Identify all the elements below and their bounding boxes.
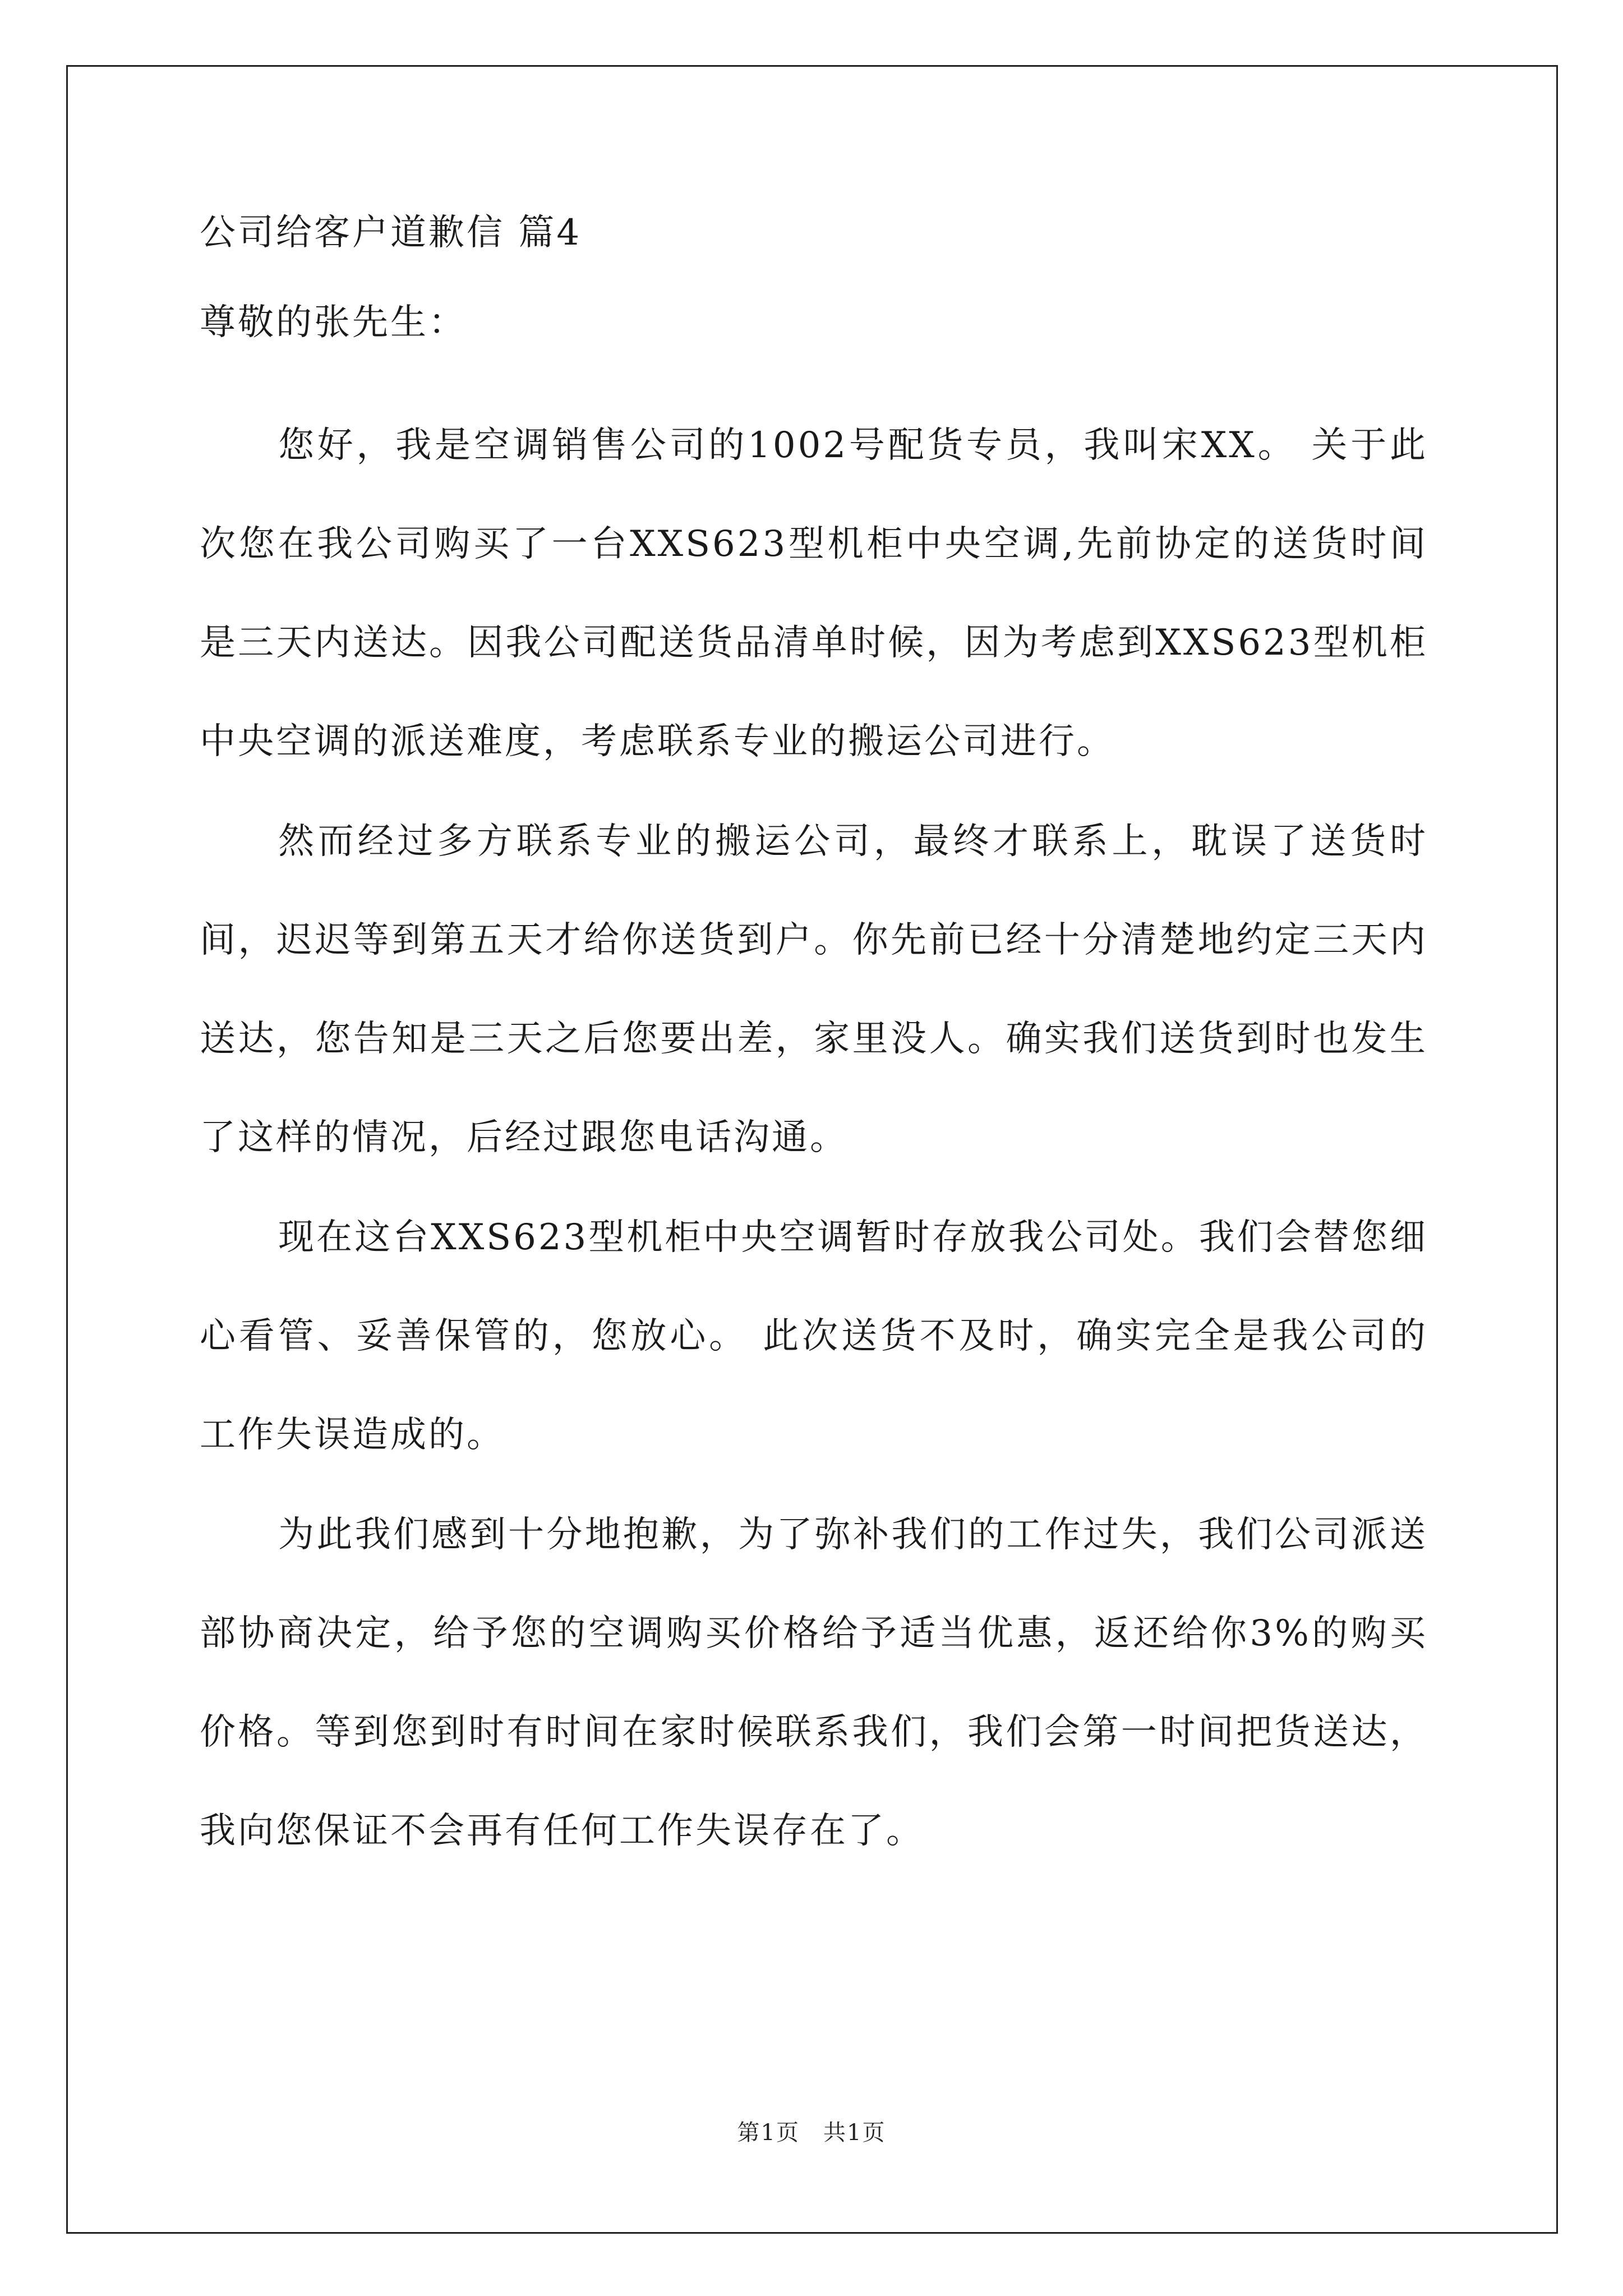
paragraph-1: 您好，我是空调销售公司的1002号配货专员，我叫宋XX。 关于此次您在我公司购买了一台XXS623型机柜中央空调,先前协定的送货时间是三天内送达。因我公司配送货品清单时候，因为考虑到XXS623型机柜中央空调的派送难度，考虑联系专业的搬运公司进行。 [200, 425, 1428, 762]
salutation: 尊敬的张先生： [200, 302, 467, 343]
paragraph-2: 然而经过多方联系专业的搬运公司，最终才联系上，耽误了送货时间，迟迟等到第五天才给你送货到户。你先前已经十分清楚地约定三天内送达，您告知是三天之后您要出差，家里没人。确实我们送货到时也发生了这样的情况，后经过跟您电话沟通。 [200, 821, 1428, 1158]
letter-body [200, 208, 1428, 1880]
letter-title: 公司给客户道歉信 篇4 [200, 212, 582, 254]
paragraph-3: 现在这台XXS623型机柜中央空调暂时存放我公司处。我们会替您细心看管、妥善保管的，您放心。 此次送货不及时，确实完全是我公司的工作失误造成的。 [200, 1217, 1428, 1456]
page-number-footer: 第1页 共1页 [737, 2120, 886, 2146]
paragraph-4: 为此我们感到十分地抱歉，为了弥补我们的工作过失，我们公司派送部协商决定，给予您的空调购买价格给予适当优惠，返还给你3%的购买价格。等到您到时有时间在家时候联系我们，我们会第一时间把货送达，我向您保证不会再有任何工作失误存在了。 [200, 1514, 1428, 1852]
